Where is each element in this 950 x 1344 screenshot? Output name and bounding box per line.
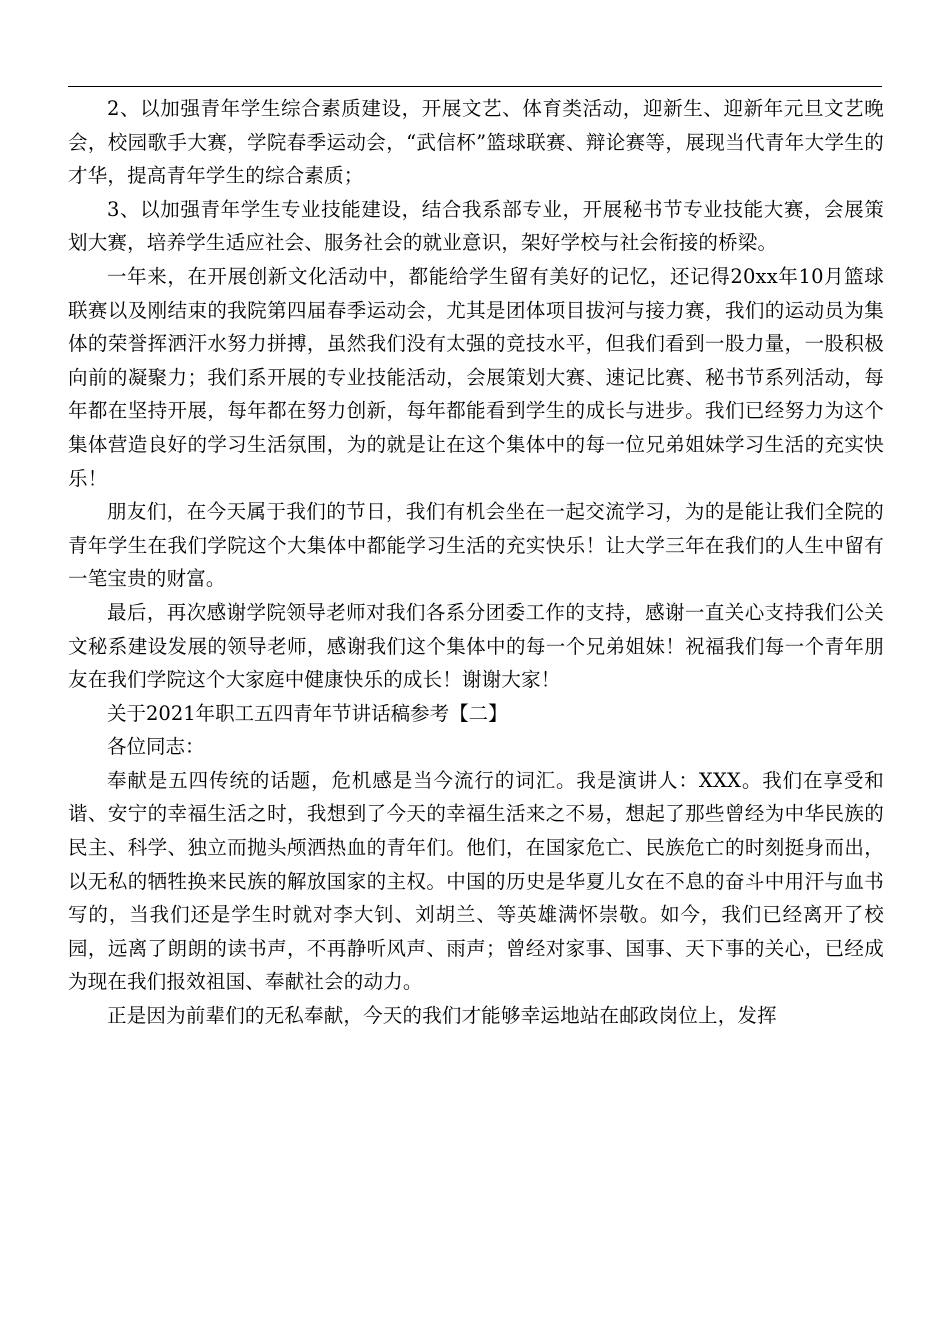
header-rule [68,86,882,87]
paragraph-closing: 最后，再次感谢学院领导老师对我们各系分团委工作的支持，感谢一直关心支持我们公关文秘系建设发展的领导老师，感谢我们这个集体中的每一个兄弟姐妹！祝福我们每一个青年朋友在我们学院这个大家庭中健康快乐的成长！谢谢大家！ [68,600,884,692]
paragraph-item-2: 2、以加强青年学生综合素质建设，开展文艺、体育类活动，迎新生、迎新年元旦文艺晚会，校园歌手大赛，学院春季运动会，“武信杯”篮球联赛、辩论赛等，展现当代青年大学生的才华，提高青年学生的综合素质； [68,97,884,188]
paragraph-dedication: 奉献是五四传统的话题，危机感是当今流行的词汇。我是演讲人：XXX。我们在享受和谐、安宁的幸福生活之时，我想到了今天的幸福生活来之不易，想起了那些曾经为中华民族的民主、科学、独立而抛头颅洒热血的青年们。他们，在国家危亡、民族危亡的时刻挺身而出，以无私的牺牲换来民族的解放国家的主权。中国的历史是华夏儿女在不息的奋斗中用汗与血书写的，当我们还是学生时就对李大钊、刘胡兰、等英雄满怀崇敬。如今，我们已经离开了校园，远离了朗朗的读书声，不再静听风声、雨声；曾经对家事、国事、天下事的关心，已经成为现在我们报效祖国、奉献社会的动力。 [68,768,884,994]
paragraph-item-3: 3、以加强青年学生专业技能建设，结合我系部专业，开展秘书节专业技能大赛，会展策划大赛，培养学生适应社会、服务社会的就业意识，架好学校与社会衔接的桥梁。 [68,197,884,255]
paragraph-predecessors: 正是因为前辈们的无私奉献，今天的我们才能够幸运地站在邮政岗位上，发挥 [107,1004,777,1028]
paragraph-friends: 朋友们，在今天属于我们的节日，我们有机会坐在一起交流学习，为的是能让我们全院的青年学生在我们学院这个大集体中都能学习生活的充实快乐！让大学三年在我们的人生中留有一笔宝贵的财富。 [68,500,884,591]
section-title: 关于2021年职工五四青年节讲话稿参考【二】 [107,701,508,725]
paragraph-year-review: 一年来，在开展创新文化活动中，都能给学生留有美好的记忆，还记得20xx年10月篮球联赛以及刚结束的我院第四届春季运动会，尤其是团体项目拔河与接力赛，我们的运动员为集体的荣誉挥洒汗水努力拼搏，虽然我们没有太强的竞技水平，但我们看到一股力量，一股积极向前的凝聚力；我们系开展的专业技能活动，会展策划大赛、速记比赛、秘书节系列活动，每年都在坚持开展，每年都在努力创新，每年都能看到学生的成长与进步。我们已经努力为这个集体营造良好的学习生活氛围，为的就是让在这个集体中的每一位兄弟姐妹学习生活的充实快乐！ [68,264,884,490]
salutation: 各位同志： [107,735,205,759]
document-body [68,92,884,1033]
